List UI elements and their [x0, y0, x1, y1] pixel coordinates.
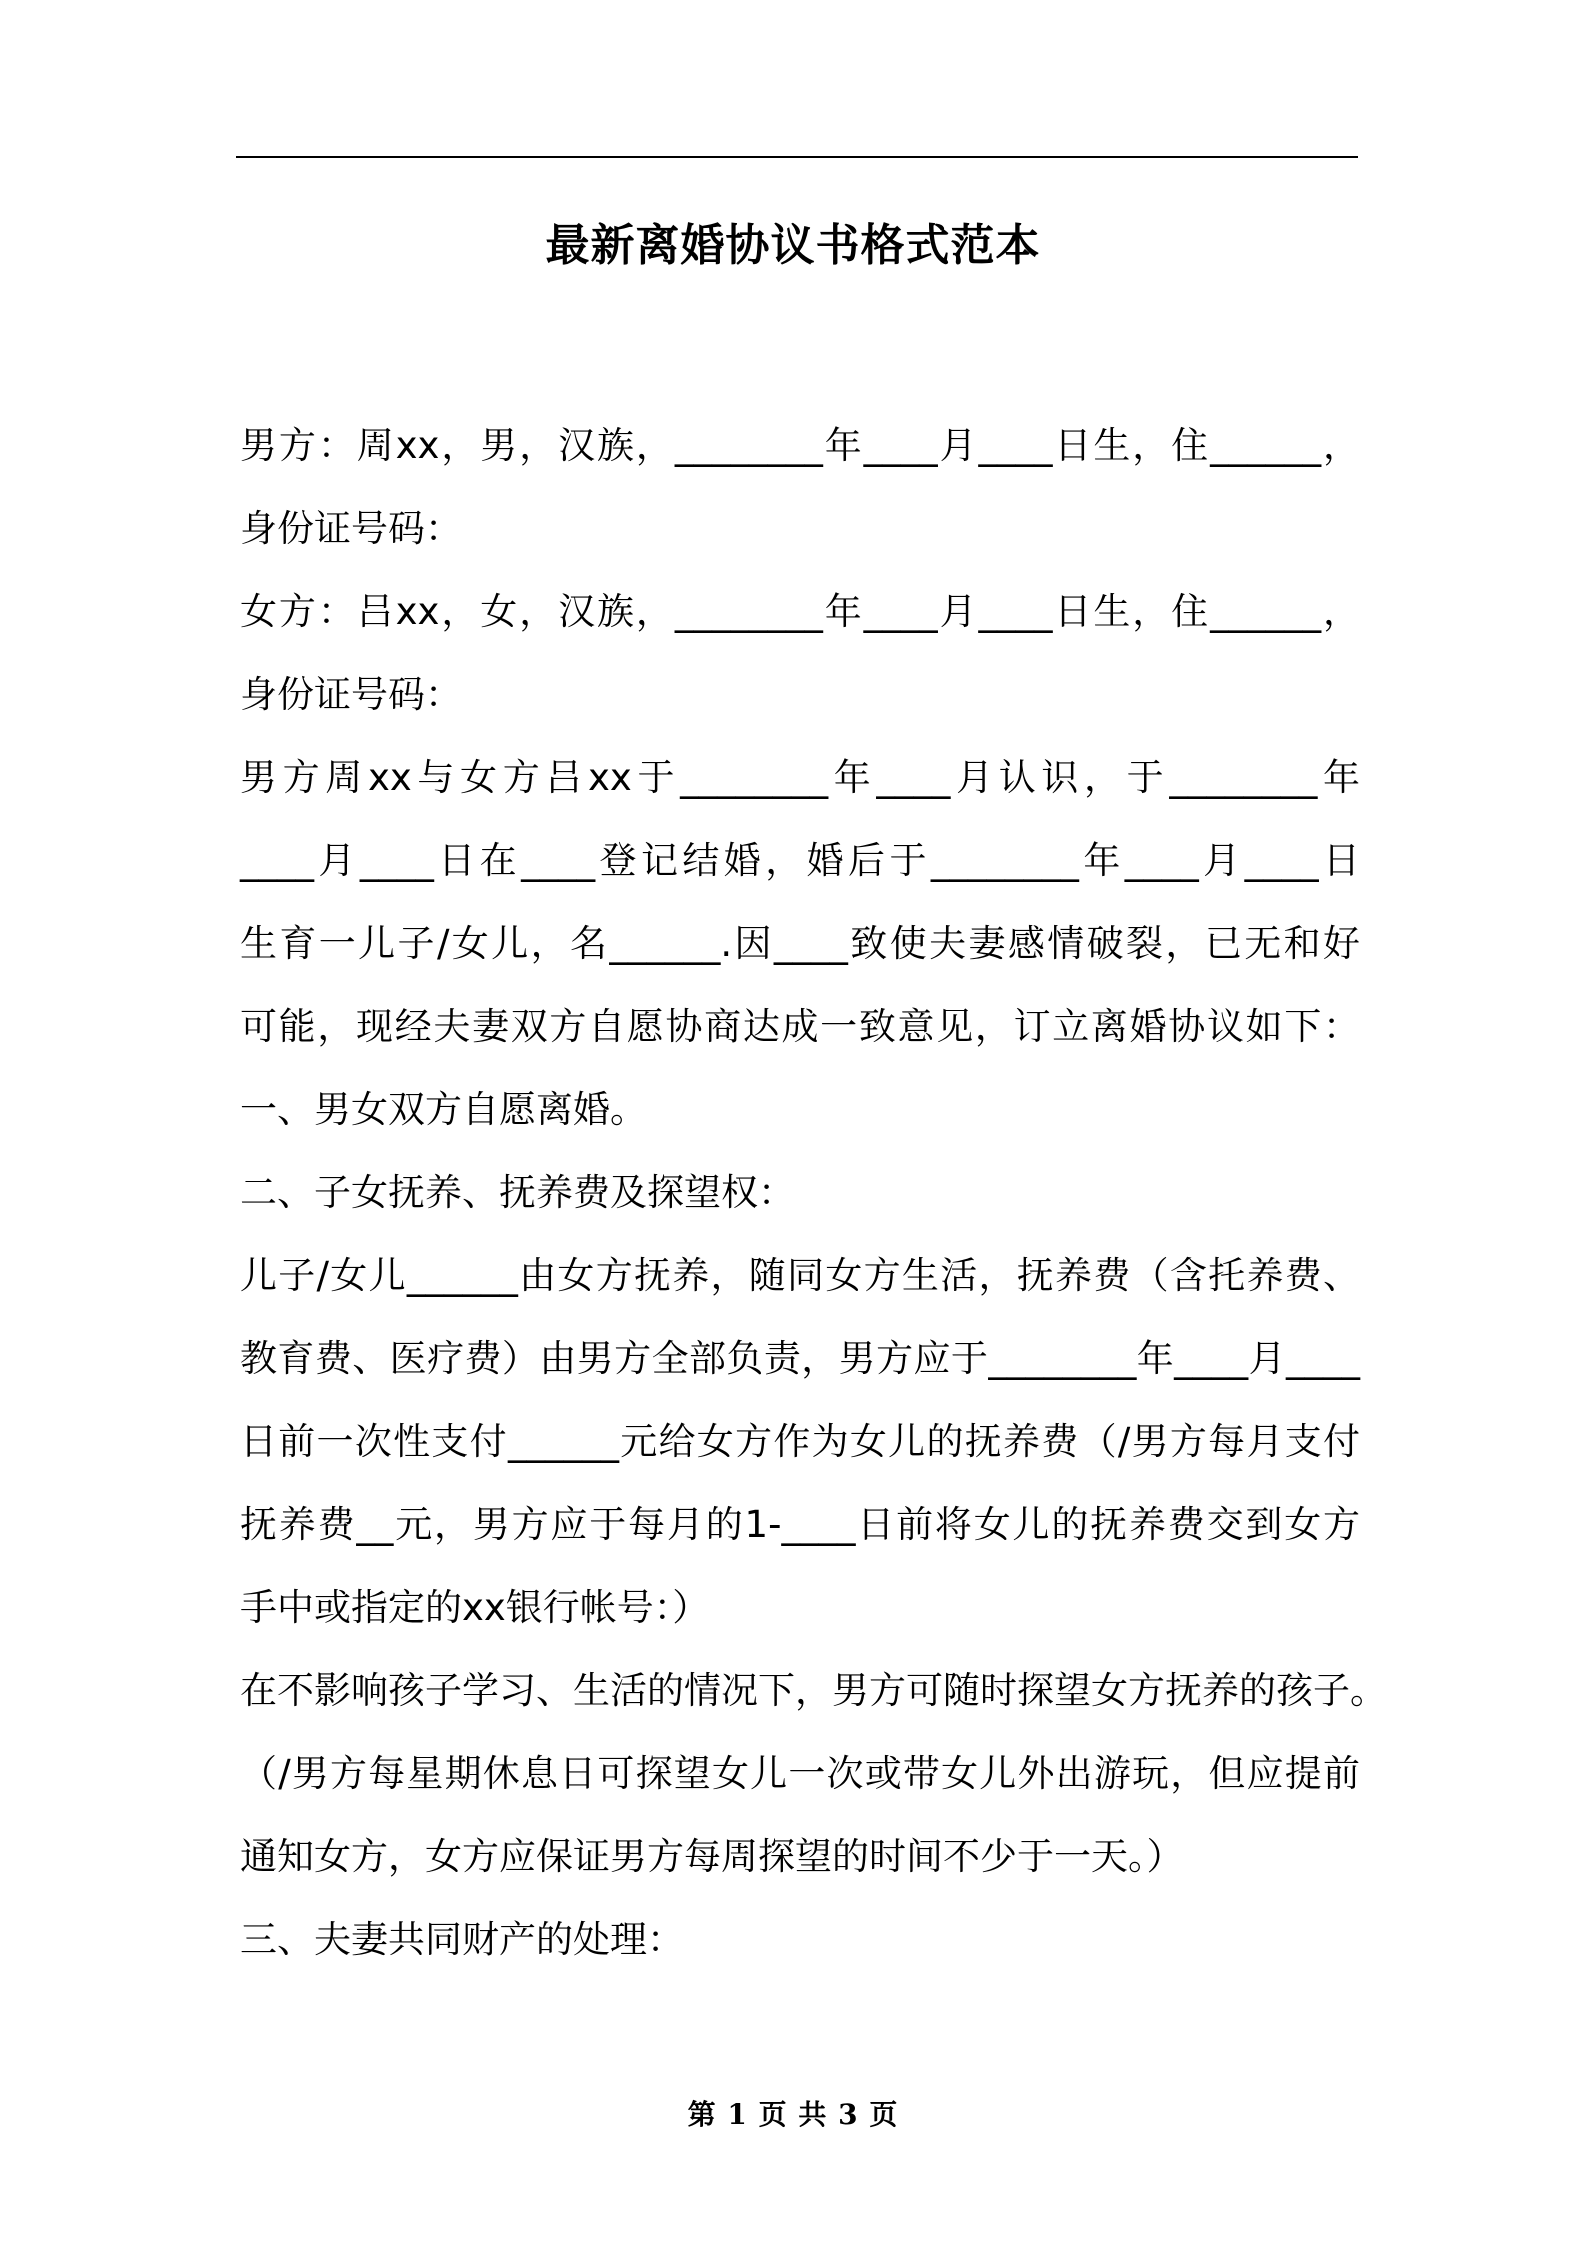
- paragraph-line: （/男方每星期休息日可探望女儿一次或带女儿外出游玩，但应提前: [240, 1752, 1360, 1795]
- document-title: 最新离婚协议书格式范本: [545, 220, 1041, 271]
- header-divider: [236, 156, 1358, 158]
- paragraph-line: ____月____日在____登记结婚，婚后于________年____月____日: [240, 839, 1360, 882]
- paragraph-line: 女方：吕xx，女，汉族，________年____月____日生，住______，: [240, 590, 1360, 633]
- page-number-footer: 第 1 页 共 3 页: [687, 2098, 899, 2131]
- paragraph-line: 抚养费__元，男方应于每月的1-____日前将女儿的抚养费交到女方: [240, 1503, 1360, 1546]
- paragraph-line: 身份证号码：: [240, 673, 462, 716]
- paragraph-line: 儿子/女儿______由女方抚养，随同女方生活，抚养费（含托养费、: [240, 1254, 1360, 1297]
- section-heading: 一、男女双方自愿离婚。: [240, 1088, 647, 1131]
- paragraph-line: 在不影响孩子学习、生活的情况下，男方可随时探望女方抚养的孩子。: [240, 1669, 1387, 1712]
- paragraph-line: 男方周xx与女方吕xx于________年____月认识，于________年: [240, 756, 1360, 799]
- paragraph-line: 身份证号码：: [240, 507, 462, 550]
- paragraph-line: 男方：周xx，男，汉族，________年____月____日生，住______，: [240, 424, 1360, 467]
- paragraph-line: 可能，现经夫妻双方自愿协商达成一致意见，订立离婚协议如下：: [240, 1005, 1360, 1048]
- section-heading: 三、夫妻共同财产的处理：: [240, 1918, 684, 1961]
- paragraph-line: 生育一儿子/女儿，名______.因____致使夫妻感情破裂，已无和好: [240, 922, 1360, 965]
- paragraph-line: 日前一次性支付______元给女方作为女儿的抚养费（/男方每月支付: [240, 1420, 1360, 1463]
- paragraph-line: 通知女方，女方应保证男方每周探望的时间不少于一天。）: [240, 1835, 1184, 1878]
- paragraph-line: 教育费、医疗费）由男方全部负责，男方应于________年____月____: [240, 1337, 1360, 1380]
- section-heading: 二、子女抚养、抚养费及探望权：: [240, 1171, 795, 1214]
- paragraph-line: 手中或指定的xx银行帐号：）: [240, 1586, 710, 1629]
- document-body: [240, 404, 1387, 1981]
